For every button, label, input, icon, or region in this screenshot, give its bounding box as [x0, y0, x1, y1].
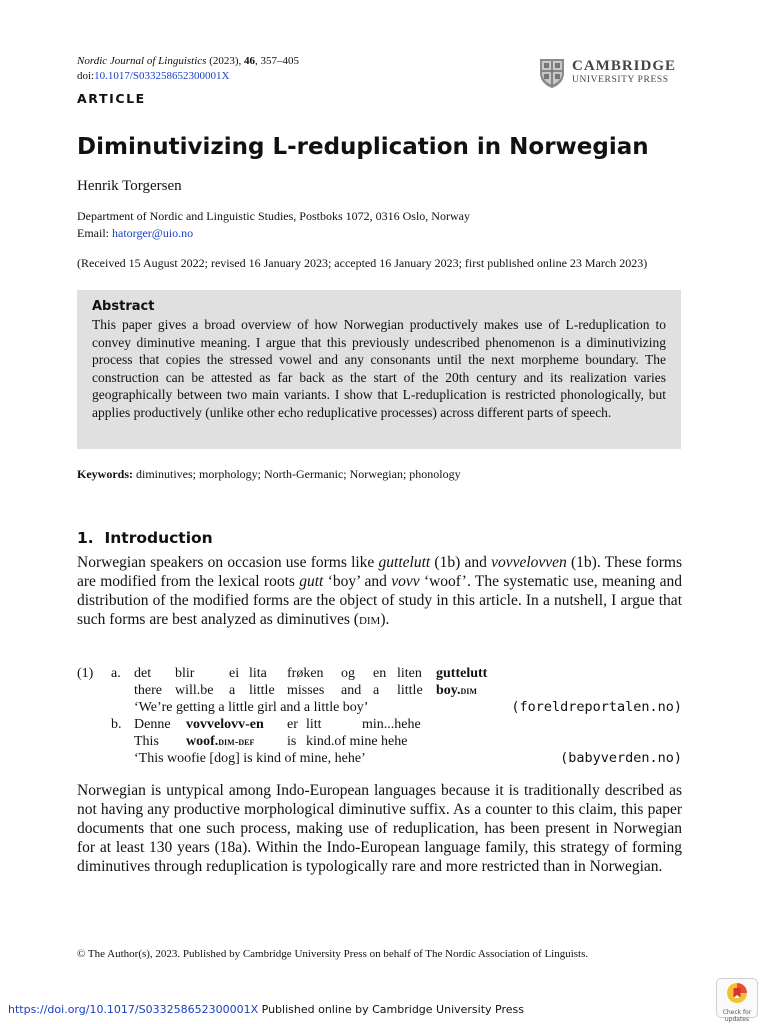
section-title: Introduction — [104, 529, 213, 547]
example-word: det — [134, 666, 152, 681]
gloss-word: is — [287, 734, 297, 749]
example-word: lita — [249, 666, 267, 681]
keywords-label: Keywords: — [77, 467, 133, 481]
copyright-notice: © The Author(s), 2023. Published by Cambridge University Press on behalf of The Nordic Association of Linguists. — [77, 948, 589, 960]
author-name: Henrik Torgersen — [77, 178, 182, 194]
example-source: (babyverden.no) — [560, 750, 682, 766]
keywords-text: diminutives; morphology; North-Germanic; Norwegian; phonology — [136, 467, 461, 481]
bottom-doi-line — [8, 1002, 524, 1017]
affiliation: Department of Nordic and Linguistic Studies, Postboks 1072, 0316 Oslo, Norway — [77, 209, 470, 223]
example-word: og — [341, 666, 355, 681]
example-b-letter: b. — [111, 717, 122, 732]
article-label: ARTICLE — [77, 91, 146, 106]
badge-label: Check for updates — [722, 1009, 752, 1023]
journal-volume: 46 — [244, 55, 256, 67]
intro-dim: dim — [358, 611, 381, 628]
intro-text: ). — [380, 611, 390, 628]
page-title: Diminutivizing L-reduplication in Norwegian — [77, 134, 649, 160]
example-source: (foreldreportalen.no) — [511, 699, 682, 715]
gloss-tag: dim — [460, 685, 477, 697]
gloss-target-word: woof. — [186, 734, 219, 749]
example-word: Denne — [134, 717, 171, 732]
abstract-heading: Abstract — [92, 299, 155, 314]
journal-year: (2023), — [209, 55, 242, 67]
gloss-word: a — [373, 683, 380, 698]
example-word: er — [287, 717, 298, 732]
gloss-word: a — [229, 683, 236, 698]
gloss-word: little — [397, 683, 423, 698]
gloss-word: kind.of mine hehe — [306, 734, 408, 749]
bottom-doi-link[interactable]: https://doi.org/10.1017/S033258652300001X — [8, 1003, 259, 1016]
logo-name: CAMBRIDGE — [572, 58, 677, 74]
keywords — [77, 466, 461, 482]
example-target-word: vovvelovv-en — [186, 717, 264, 732]
gloss-word: will.be — [175, 683, 214, 698]
intro-text: (1b). These forms are modified from the lexical roots — [77, 554, 683, 590]
gloss-target — [436, 682, 477, 700]
intro-word: guttelutt — [378, 554, 431, 571]
example-word: ei — [229, 666, 240, 681]
intro-text: (1b) and — [434, 554, 487, 571]
doi-line — [77, 69, 230, 84]
gloss-word: there — [134, 683, 162, 698]
gloss-tag: dim-def — [218, 736, 255, 748]
bookmark-icon — [726, 982, 748, 1004]
doi-prefix: doi: — [77, 70, 95, 82]
example-word: en — [373, 666, 387, 681]
example-word: liten — [397, 666, 422, 681]
intro-text: ‘woof’. The systematic use, meaning and distribution of the modified forms are the object of study in this article. In a nutshell, I argue that such forms are best analyzed as diminutives ( — [77, 573, 683, 628]
example-number: (1) — [77, 666, 94, 681]
gloss-target — [186, 733, 254, 751]
example-a-letter: a. — [111, 666, 121, 681]
journal-name: Nordic Journal of Linguistics — [77, 55, 207, 67]
example-word: blir — [175, 666, 195, 681]
logo-subtitle: UNIVERSITY PRESS — [572, 75, 669, 85]
gloss-word: This — [134, 734, 159, 749]
journal-citation — [77, 54, 299, 69]
example-translation: ‘We’re getting a little girl and a little boy’ — [134, 700, 369, 715]
intro-word: gutt — [299, 573, 324, 590]
intro-paragraph — [77, 553, 682, 629]
gloss-target-word: boy. — [436, 683, 461, 698]
section-number: 1. — [77, 529, 94, 547]
example-word: litt — [306, 717, 322, 732]
body-paragraph: Norwegian is untypical among Indo-European languages because it is traditionally described as not having any productive morphological diminutive suffix. As a counter to this claim, this paper documents that one such process, making use of reduplication, has been present in Norwegian for at least 130 years (18a). Within the Indo-European language family, this strategy of forming diminutives through reduplication is typologically rare and more restricted than in Norwegian. — [77, 782, 682, 875]
doi-link[interactable]: 10.1017/S033258652300001X — [94, 70, 230, 82]
cambridge-logo — [539, 56, 684, 90]
email-line — [77, 225, 193, 241]
email-link[interactable]: hatorger@uio.no — [112, 226, 194, 240]
intro-word: vovvelovven — [491, 554, 567, 571]
example-target-word: guttelutt — [436, 666, 488, 681]
abstract-box — [77, 290, 681, 449]
email-label: Email: — [77, 226, 109, 240]
intro-text: ‘boy’ and — [327, 573, 387, 590]
gloss-word: and — [341, 683, 362, 698]
abstract-text: This paper gives a broad overview of how Norwegian productively makes use of L-reduplication to convey diminutive meaning. I argue that this previously undescribed phenomenon is a diminutivizing process that copies the stressed vowel and any consonants until the next morpheme boundary. The construction can be attested as far back as the start of the 20th century and its realization varies geographically between two main variants. I show that L-reduplication is restricted phonologically, but applies productively (unlike other echo reduplicative processes) across different parts of speech. — [92, 317, 666, 420]
intro-text: Norwegian speakers on occasion use forms like — [77, 554, 375, 571]
gloss-word: little — [249, 683, 275, 698]
published-text: Published online by Cambridge University Press — [258, 1003, 524, 1016]
journal-pages: , 357–405 — [255, 55, 300, 67]
example-word: frøken — [287, 666, 324, 681]
example-translation: ‘This woofie [dog] is kind of mine, hehe’ — [134, 751, 366, 766]
check-for-updates-badge[interactable] — [716, 978, 758, 1023]
intro-word: vovv — [391, 573, 420, 590]
gloss-word: misses — [287, 683, 325, 698]
received-dates: (Received 15 August 2022; revised 16 January 2023; accepted 16 January 2023; first published online 23 March 2023) — [77, 256, 648, 270]
example-word: min...hehe — [362, 717, 421, 732]
section-heading — [77, 527, 213, 549]
